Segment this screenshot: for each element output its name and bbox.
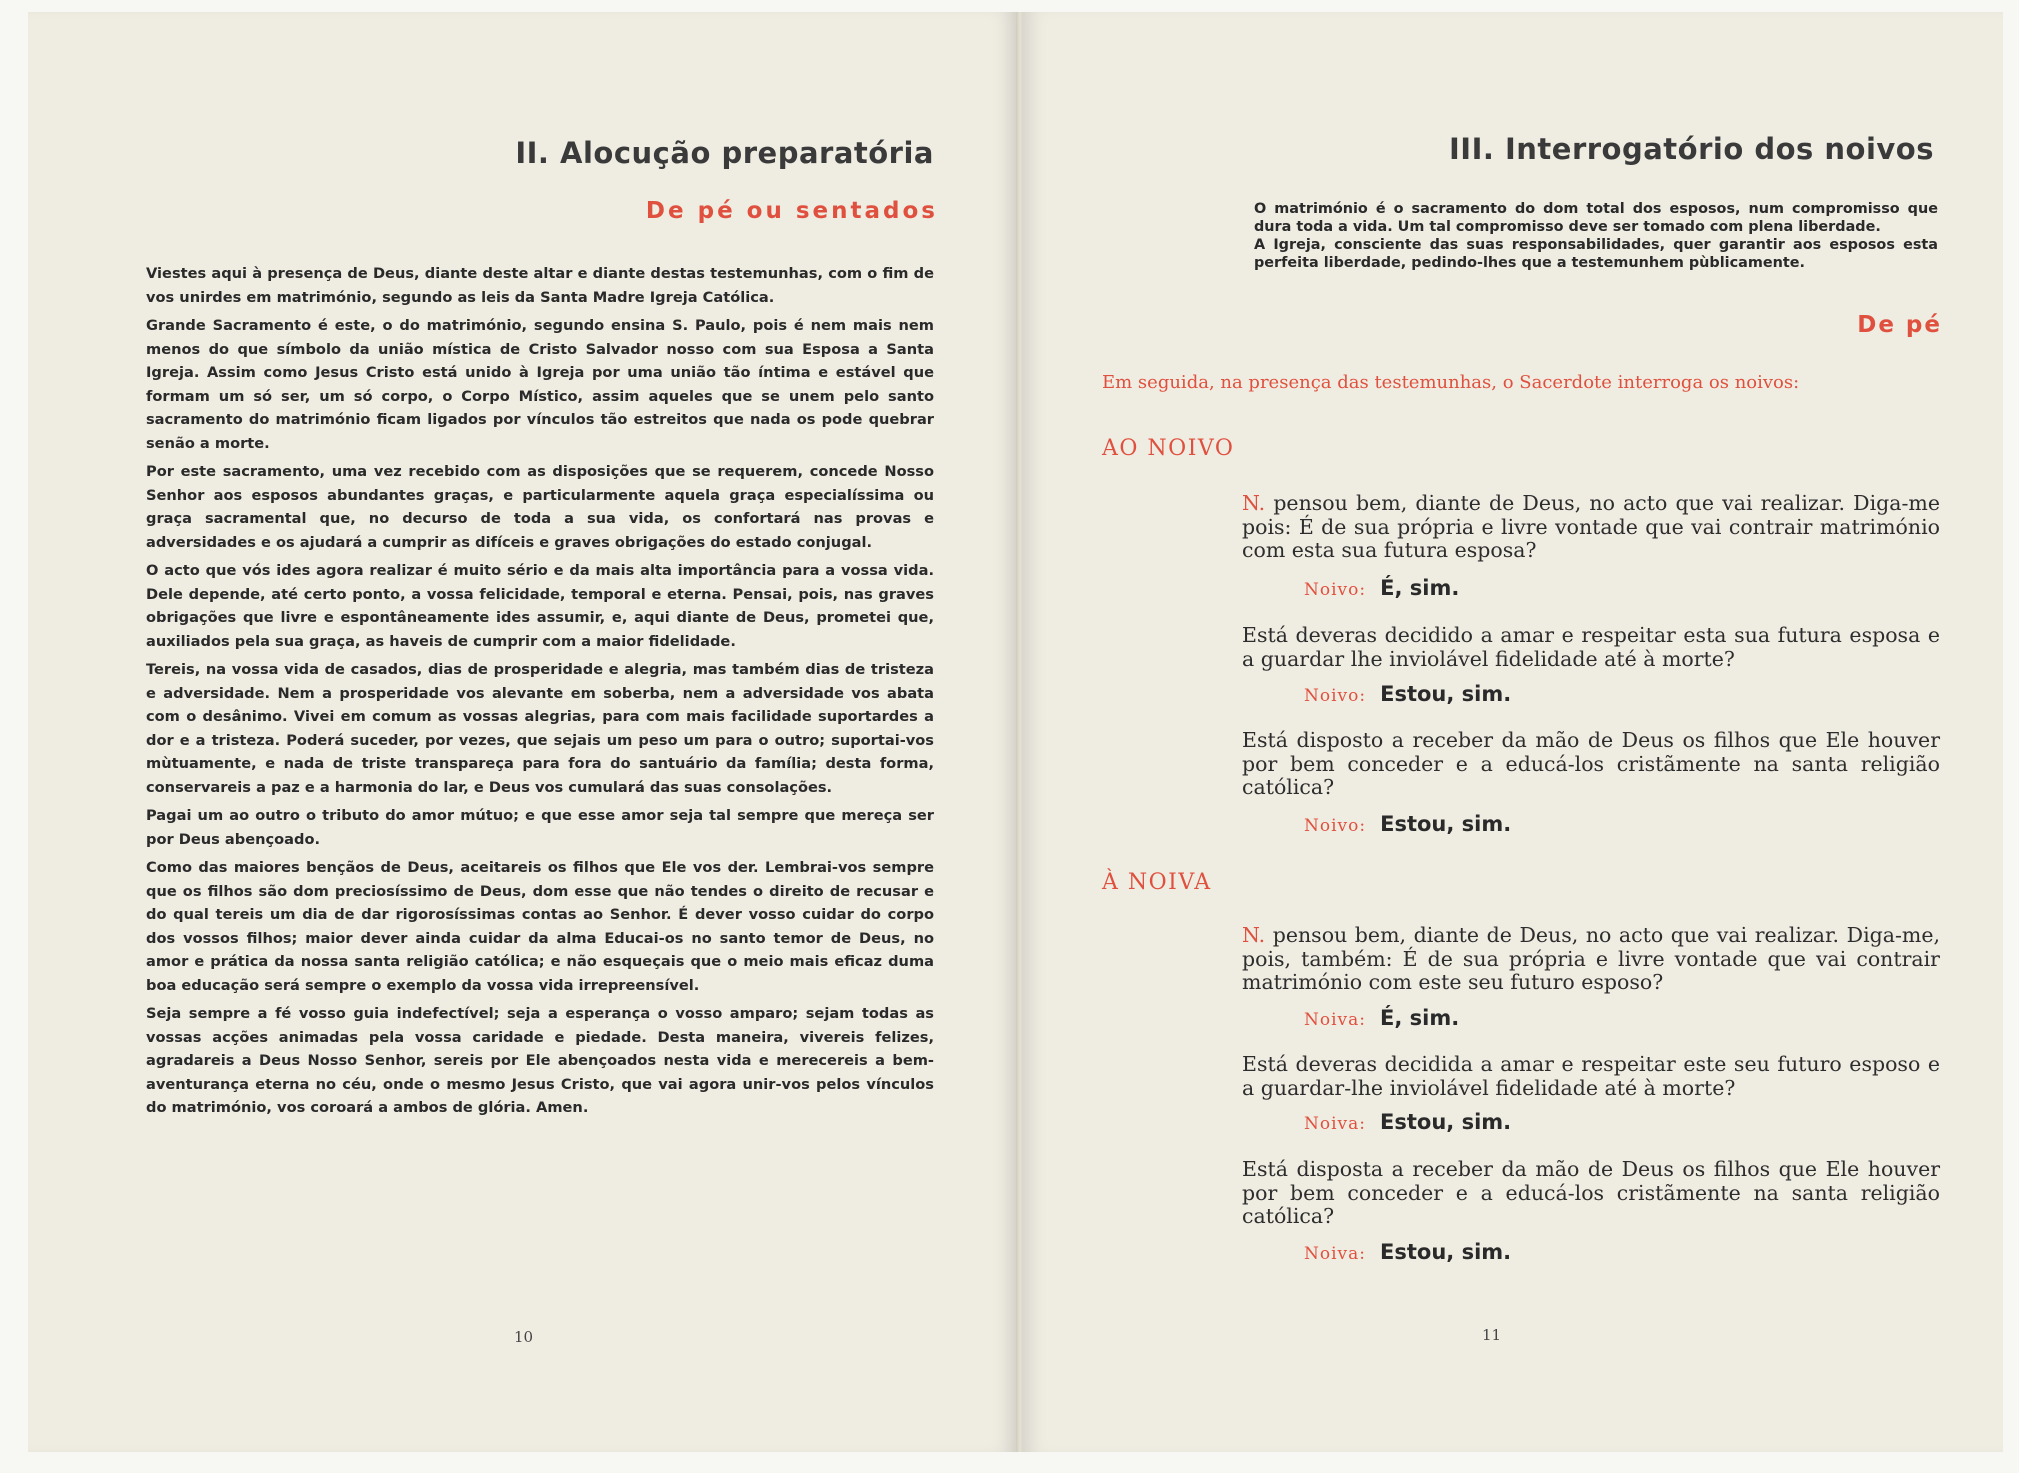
page-number-right: 11: [1482, 1326, 1502, 1344]
response-text: É, sim.: [1380, 576, 1460, 600]
respondent-label: Noiva:: [1304, 1010, 1367, 1030]
allocution-paragraph: Seja sempre a fé vosso guia indefectível; seja a esperança o vosso amparo; sejam todas as vossas acções animadas pela vossa caridade e piedade. Desta maneira, vivereis felizes, agradareis a Deus Nosso Senhor, sereis por Ele abençoados nesta vida e merecereis a bem-aventurança eterna no céu, onde o mesmo Jesus Cristo, que vai agora unir-vos pelos vínculos do matrimónio, vos coroará a ambos de glória. Amen.: [146, 1005, 934, 1116]
groom-answer-2: [1304, 682, 1511, 706]
page-number-left: 10: [514, 1328, 534, 1346]
left-page-title: II. Alocução preparatória: [515, 136, 934, 170]
rubric-text: Em seguida, na presença das testemunhas, o Sacerdote interroga os noivos:: [1102, 372, 1800, 393]
bride-question-3: [1242, 1158, 1940, 1229]
allocution-paragraph: Viestes aqui à presença de Deus, diante deste altar e diante destas testemunhas, com o fim de vos unirdes em matrimónio, segundo as leis da Santa Madre Igreja Católica.: [146, 265, 934, 306]
bride-answer-2: [1304, 1110, 1511, 1134]
allocution-paragraph: Como das maiores bençãos de Deus, aceitareis os filhos que Ele vos der. Lembrai-vos sempre que os filhos são dom preciosíssimo de Deus, dom esse que não tendes o direito de recusar e do qual tereis um dia de dar rigorosíssimas contas ao Senhor. É dever vosso cuidar do corpo dos vossos filhos; maior dever ainda cuidar da alma Educai-os no santo temor de Deus, no amor e prática da nossa santa religião católica; e não esqueçais que o meio mais eficaz duma boa educação será sempre o exemplo da vossa vida irrepreensível.: [146, 859, 934, 994]
groom-question-2: [1242, 624, 1940, 671]
question-text: Está disposta a receber da mão de Deus os filhos que Ele houver por bem conceder e a educá-los cristãmente na santa religião católica?: [1242, 1157, 1940, 1228]
allocution-paragraph: Por este sacramento, uma vez recebido com as disposições que se requerem, concede Nosso Senhor aos esposos abundantes graças, e particularmente aquela graça especialíssima ou graça sacramental que, no decurso de toda a sua vida, os confortará nas provas e adversidades e os ajudará a cumprir as difíceis e graves obrigações do estado conjugal.: [146, 463, 934, 551]
respondent-label: Noiva:: [1304, 1244, 1367, 1264]
intro-paragraph: A Igreja, consciente das suas responsabilidades, quer garantir aos esposos esta perfeita liberdade, pedindo-lhes que a testemunhem pùblicamente.: [1254, 237, 1938, 271]
left-page-posture: De pé ou sentados: [645, 198, 938, 224]
question-text: Está deveras decidida a amar e respeitar este seu futuro esposo e a guardar-lhe inviolável fidelidade até à morte?: [1242, 1052, 1940, 1100]
question-text: Está disposto a receber da mão de Deus os filhos que Ele houver por bem conceder e a educá-los cristãmente na santa religião católica?: [1242, 728, 1940, 799]
response-text: Estou, sim.: [1380, 812, 1512, 836]
groom-answer-3: [1304, 812, 1511, 836]
intro-paragraph: O matrimónio é o sacramento do dom total dos esposos, num compromisso que dura toda a vida. Um tal compromisso deve ser tomado com plena liberdade.: [1254, 201, 1938, 235]
respondent-label: Noiva:: [1304, 1114, 1367, 1134]
response-text: Estou, sim.: [1380, 1240, 1512, 1264]
groom-answer-1: [1304, 576, 1459, 600]
interrogation-intro: [1254, 200, 1938, 272]
groom-question-1: [1242, 492, 1940, 563]
right-page-title: III. Interrogatório dos noivos: [1449, 132, 1934, 166]
respondent-label: Noivo:: [1304, 580, 1367, 600]
allocution-paragraph: Tereis, na vossa vida de casados, dias de prosperidade e alegria, mas também dias de tristeza e adversidade. Nem a prosperidade vos alevante em soberba, nem a adversidade vos abata com o desânimo. Vivei em comum as vossas alegrias, para com mais facilidade suportardes a dor e a tristeza. Poderá suceder, por vezes, que sejais um peso um para o outro; suportai-vos mùtuamente, e nada de triste transpareça para fora do santuário da família; desta forma, conservareis a paz e a harmonia do lar, e Deus vos cumulará das suas consolações.: [146, 661, 934, 796]
bride-answer-1: [1304, 1006, 1459, 1030]
response-text: Estou, sim.: [1380, 682, 1512, 706]
allocution-paragraph: Pagai um ao outro o tributo do amor mútuo; e que esse amor seja tal sempre que mereça ser por Deus abençoado.: [146, 807, 934, 848]
bride-heading: À NOIVA: [1102, 870, 1212, 895]
allocution-text: [146, 262, 934, 1125]
left-page: [28, 12, 1018, 1452]
allocution-paragraph: O acto que vós ides agora realizar é muito sério e da mais alta importância para a vossa vida. Dele depende, até certo ponto, a vossa felicidade, temporal e eterna. Pensai, pois, nas graves obrigações que livre e espontâneamente ides assumir, e, aqui diante de Deus, prometei que, auxiliados pela sua graça, as haveis de cumprir com a maior fidelidade.: [146, 562, 934, 650]
bride-question-2: [1242, 1053, 1940, 1100]
groom-heading: AO NOIVO: [1102, 436, 1235, 461]
question-text: pensou bem, diante de Deus, no acto que vai realizar. Diga-me, pois, também: É de sua própria e livre vontade que vai contrair matrimónio com este seu futuro esposo?: [1242, 923, 1940, 994]
groom-question-3: [1242, 729, 1940, 800]
right-page-posture: De pé: [1857, 312, 1942, 338]
response-text: Estou, sim.: [1380, 1110, 1512, 1134]
name-placeholder: N.: [1242, 491, 1266, 515]
allocution-paragraph: Grande Sacramento é este, o do matrimónio, segundo ensina S. Paulo, pois é nem mais nem menos do que símbolo da união mística de Cristo Salvador nosso com sua Esposa a Santa Igreja. Assim como Jesus Cristo está unido à Igreja por uma união tão íntima e estável que formam um só ser, um só corpo, o Corpo Místico, assim aqueles que se unem pelo santo sacramento do matrimónio ficam ligados por vínculos tão estreitos que nada os pode quebrar senão a morte.: [146, 317, 934, 452]
name-placeholder: N.: [1242, 923, 1266, 947]
response-text: É, sim.: [1380, 1006, 1460, 1030]
booklet-spread: [28, 12, 2003, 1452]
bride-answer-3: [1304, 1240, 1511, 1264]
respondent-label: Noivo:: [1304, 686, 1367, 706]
question-text: Está deveras decidido a amar e respeitar esta sua futura esposa e a guardar lhe inviolável fidelidade até à morte?: [1242, 623, 1940, 671]
right-page: [1022, 12, 2003, 1452]
question-text: pensou bem, diante de Deus, no acto que vai realizar. Diga-me pois: É de sua própria e livre vontade que vai contrair matrimónio com esta sua futura esposa?: [1242, 491, 1940, 562]
bride-question-1: [1242, 924, 1940, 995]
respondent-label: Noivo:: [1304, 816, 1367, 836]
